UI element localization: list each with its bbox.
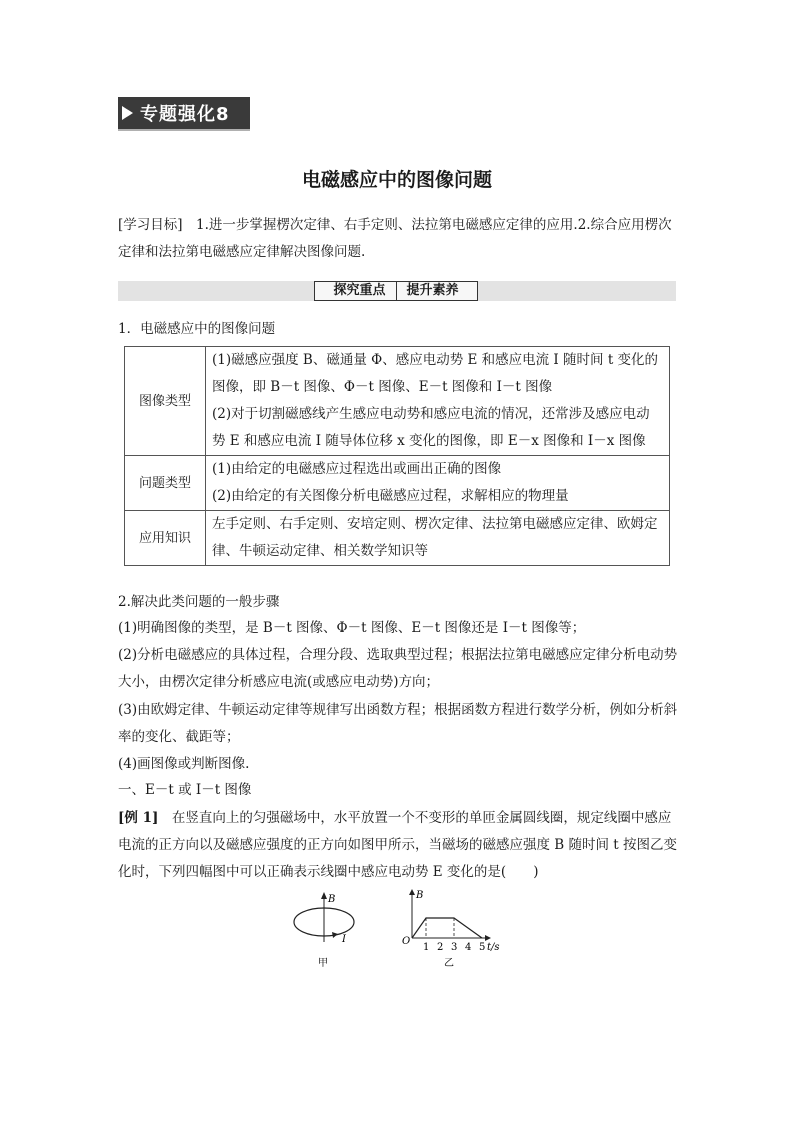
goal-text: 1.进一步掌握楞次定律、右手定则、法拉第电磁感应定律的应用.2.综合应用楞次定律和法拉第电磁感应定律解决图像问题. <box>118 217 672 260</box>
tick-label: 2 <box>437 942 444 953</box>
band-right-label: 提升素养 <box>406 283 459 298</box>
origin-label: O <box>402 936 411 947</box>
figure-diagrams <box>288 888 508 970</box>
y-label: B <box>416 890 424 901</box>
badge-text: 专题强化8 <box>140 104 230 125</box>
x-axis-arrow-icon <box>485 935 491 941</box>
caption-jia: 甲 <box>318 958 328 969</box>
i-label: I <box>342 934 346 945</box>
table-row <box>125 347 670 456</box>
step-1: (1)明确图像的类型，是 B－t 图像、Φ－t 图像、E－t 图像还是 I－t 图像等； <box>118 620 586 636</box>
figure-yi <box>402 889 500 969</box>
subheading: 一、E－t 或 I－t 图像 <box>118 782 252 798</box>
row-head: 应用知识 <box>125 511 206 566</box>
tick-label: 5 <box>479 942 486 953</box>
x-label: t/s <box>487 942 500 953</box>
page-title: 电磁感应中的图像问题 <box>301 169 492 191</box>
row-content <box>206 511 670 566</box>
goal-tag: [学习目标] <box>118 217 183 233</box>
play-arrow-icon <box>122 106 133 120</box>
caption-yi: 乙 <box>444 958 454 969</box>
band-left-label: 探究重点 <box>333 283 386 298</box>
example-text: 在竖直向上的匀强磁场中，水平放置一个不变形的单匝金属圆线圈，规定线圈中感应电流的正方向以及磁感应强度的正方向如图甲所示，当磁场的磁感应强度 B 随时间 t 按图乙变化时，下列四幅图中可以正确表示线圈中感应电动势 E 变化的是( ) <box>118 810 678 880</box>
figure-jia <box>294 892 354 969</box>
section2-heading: 2.解决此类问题的一般步骤 <box>118 594 280 610</box>
tick-label: 3 <box>451 942 458 953</box>
tick-label: 1 <box>423 942 430 953</box>
summary-table <box>124 346 670 566</box>
row-head: 问题类型 <box>125 456 206 511</box>
row-head: 图像类型 <box>125 347 206 456</box>
topic-badge <box>118 97 250 129</box>
row-line: 左手定则、右手定则、安培定则、楞次定律、法拉第电磁感应定律、欧姆定律、牛顿运动定律、相关数学知识等 <box>212 516 658 559</box>
learning-goals <box>118 212 678 266</box>
example-tag: [例 1] <box>118 810 159 826</box>
step-2: (2)分析电磁感应的具体过程，合理分段、选取典型过程；根据法拉第电磁感应定律分析电动势大小，由楞次定律分析感应电流(或感应电动势)方向； <box>118 647 678 690</box>
tick-label: 4 <box>465 942 472 953</box>
row-content <box>206 347 670 456</box>
section1-heading: 1．电磁感应中的图像问题 <box>118 321 276 337</box>
row-content <box>206 456 670 511</box>
example-1 <box>118 805 678 886</box>
table-row <box>125 456 670 511</box>
step-4: (4)画图像或判断图像. <box>118 756 250 772</box>
step-3: (3)由欧姆定律、牛顿运动定律等规律写出函数方程；根据函数方程进行数学分析，例如分析斜率的变化、截距等； <box>118 702 678 745</box>
row-line: (2)由给定的有关图像分析电磁感应过程，求解相应的物理量 <box>212 488 569 504</box>
y-axis-arrow-icon <box>409 889 415 895</box>
b-arrow-icon <box>321 892 327 899</box>
section-band <box>118 281 676 301</box>
row-line: (2)对于切割磁感线产生感应电动势和感应电流的情况，还常涉及感应电动势 E 和感应电流 I 随导体位移 x 变化的图像，即 E－x 图像和 I－x 图像 <box>212 406 650 449</box>
row-line: (1)由给定的电磁感应过程选出或画出正确的图像 <box>212 461 502 477</box>
table-row <box>125 511 670 566</box>
b-label: B <box>328 894 336 905</box>
b-curve <box>412 918 482 938</box>
row-line: (1)磁感应强度 B、磁通量 Φ、感应电动势 E 和感应电流 I 随时间 t 变化的图像，即 B－t 图像、Φ－t 图像、E－t 图像和 I－t 图像 <box>212 352 659 395</box>
band-tag <box>314 281 478 301</box>
